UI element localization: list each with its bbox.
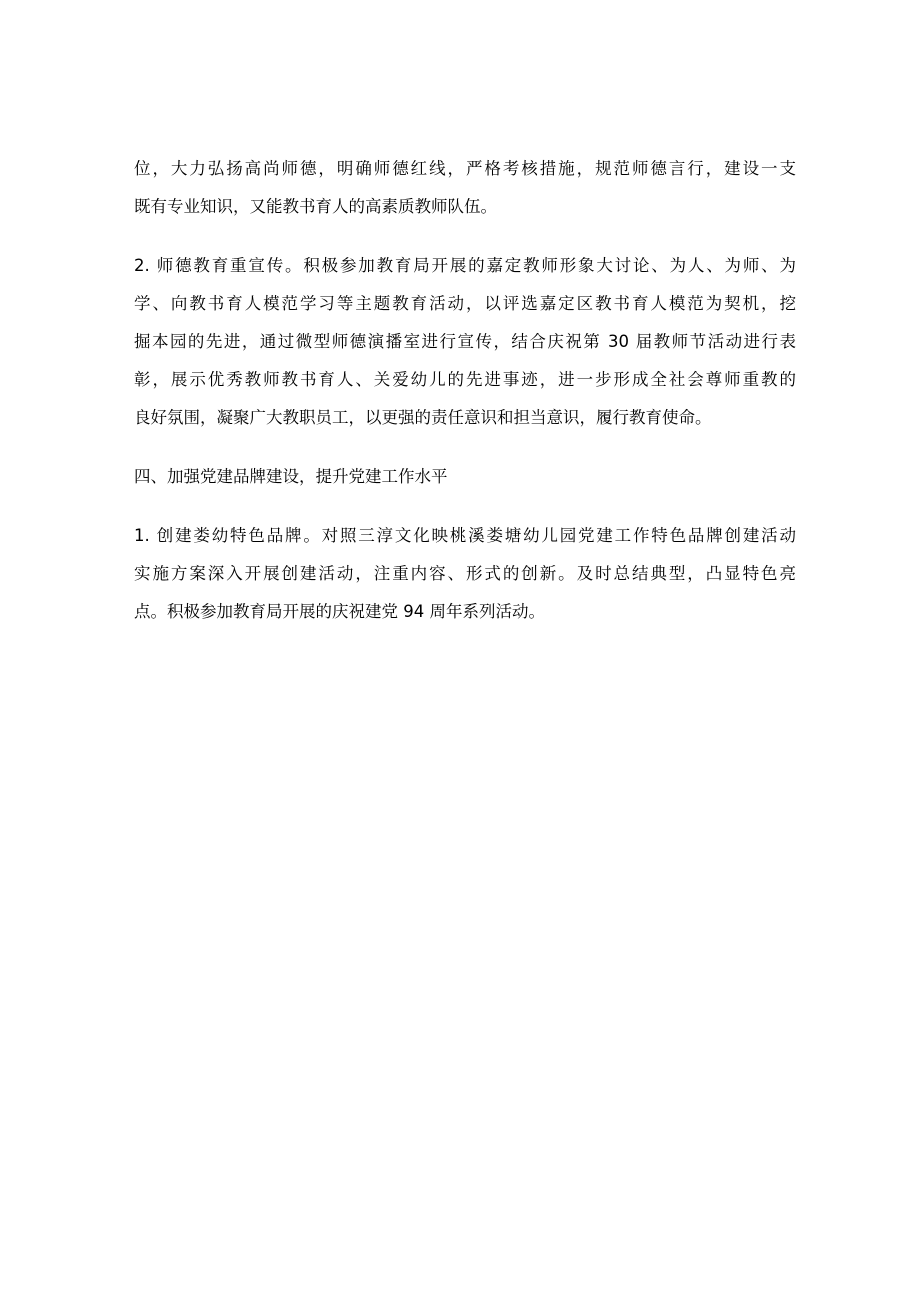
text-line: 点。积极参加教育局开展的庆祝建党 94 周年系列活动。 [134, 602, 545, 621]
text-line: 既有专业知识，又能教书育人的高素质教师队伍。 [134, 197, 497, 216]
text-line: 实施方案深入开展创建活动，注重内容、形式的创新。及时总结典型，凸显特色亮 [134, 564, 796, 583]
text-line: 2. 师德教育重宣传。积极参加教育局开展的嘉定教师形象大讨论、为人、为师、为 [134, 256, 796, 275]
section-heading-text: 四、加强党建品牌建设，提升党建工作水平 [134, 467, 448, 486]
paragraph-brand-building [134, 517, 796, 631]
text-line: 学、向教书育人模范学习等主题教育活动，以评选嘉定区教书育人模范为契机，挖 [134, 294, 796, 313]
paragraph-teacher-ethics-intro [134, 150, 796, 226]
document-body [134, 150, 796, 652]
text-line: 良好氛围，凝聚广大教职员工，以更强的责任意识和担当意识，履行教育使命。 [134, 408, 712, 427]
text-line: 1. 创建娄幼特色品牌。对照三淳文化映桃溪娄塘幼儿园党建工作特色品牌创建活动 [134, 526, 796, 545]
paragraph-ethics-publicity [134, 247, 796, 437]
text-line: 位，大力弘扬高尚师德，明确师德红线，严格考核措施，规范师德言行，建设一支 [134, 159, 796, 178]
text-line: 彰，展示优秀教师教书育人、关爱幼儿的先进事迹，进一步形成全社会尊师重教的 [134, 370, 796, 389]
text-line: 掘本园的先进，通过微型师德演播室进行宣传，结合庆祝第 30 届教师节活动进行表 [134, 332, 796, 351]
section-heading [134, 458, 796, 496]
